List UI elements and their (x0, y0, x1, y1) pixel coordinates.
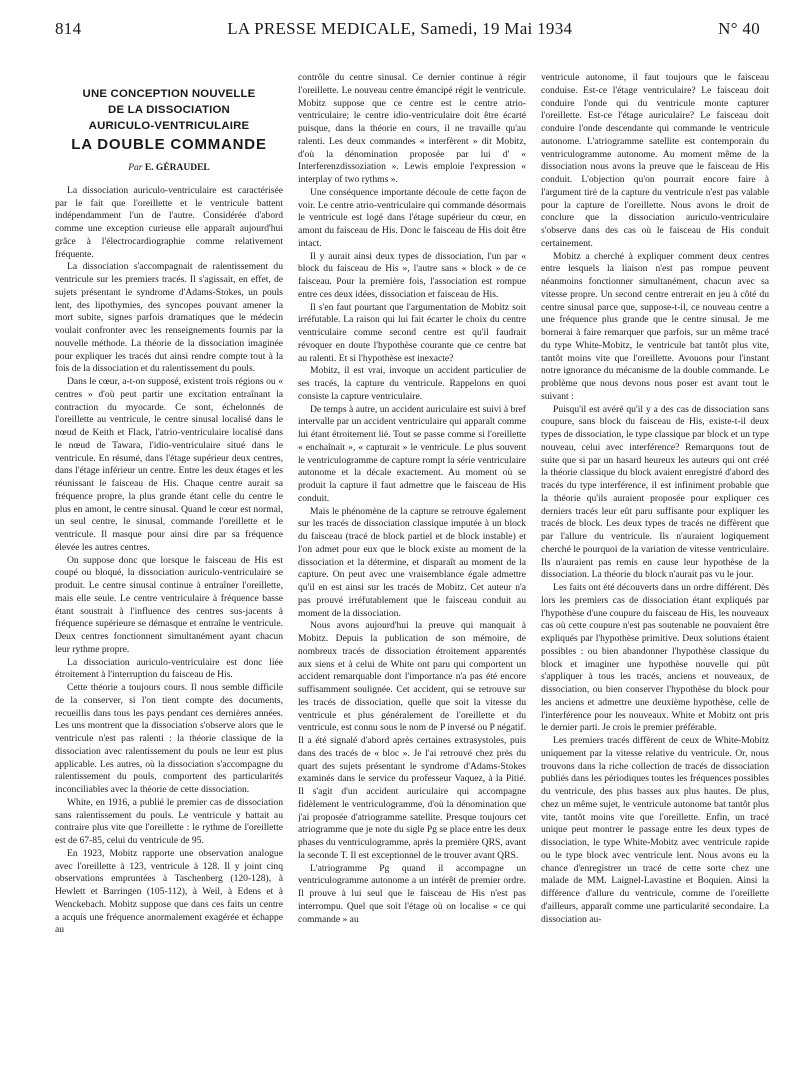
column-2 (298, 72, 526, 1072)
paragraph: Mais le phénomène de la capture se retrouve également sur les tracés de dissociation classique imputée à un block du faisceau (tracé de block partiel et de block instable) et l'on admet pour eux que le block existe au moment de la dissociation et la détermine, et disparaît au moment de la capture. On peut avec une vraisemblance égale admettre qu'il en est ainsi sur les tracés de Mobitz. Cet auteur n'a pas prouvé irréfutablement que le faisceau conduit au moment de la dissociation. (298, 505, 526, 619)
paragraph: Mobitz, il est vrai, invoque un accident particulier de ses tracés, la capture du ventricule. Rappelons en quoi consiste la capture ventriculaire. (298, 365, 526, 402)
title-line-1: UNE CONCEPTION NOUVELLE (82, 88, 256, 100)
article-title-block (55, 86, 283, 175)
title-line-2: DE LA DISSOCIATION (108, 104, 230, 116)
paragraph: ventricule autonome, il faut toujours que le faisceau conduise. Est-ce l'étage ventriculaire? Le faisceau doit conduire l'onde qui du ventricule monte capturer l'oreillette. Est-ce l'étage auriculaire? Le faisceau doit conduire l'onde descendante qui commande le ventricule autonome. L'atriogramme satellite est contemporain du ventriculogramme autonome. Au moment même de la dissociation nous avons la preuve que le faisceau de His conduit. L'objection qu'on pourrait encore faire à l'argument tiré de la capture du ventricule n'est pas valable pour la capture de l'oreillette. Nous avons le droit de conclure que la dissociation auriculo-ventriculaire s'observe dans des cas où le faisceau de His conduit certainement. (541, 72, 769, 249)
page-header (55, 14, 760, 44)
paragraph: Les faits ont été découverts dans un ordre différent. Dès lors les premiers cas de dissociation étant expliqués par l'hypothèse d'une coupure du faisceau de His, les nouveaux cas où cette coupure n'est pas soutenable ne pouvaient être expliqués par l'hypothèse primitive. Deux solutions étaient possibles : ou bien abandonner l'hypothèse classique du block et imaginer une hypothèse nouvelle qui pût s'appliquer à tous les tracés, anciens et nouveaux, de dissociation, ou bien conserver l'hypothèse du block pour les anciens et admettre une deuxième hypothèse, celle de l'interférence pour les nouveaux. White et Mobitz ont pris le dernier parti. Je crois le premier préférable. (541, 582, 769, 734)
article-columns (55, 72, 770, 1072)
author-byline (55, 162, 283, 175)
paragraph: La dissociation s'accompagnait de ralentissement du ventricule sur les premiers tracés. Il s'agissait, en effet, de sujets présentant le syndrome d'Adams-Stokes, un pouls lent, des lipothymies, des syncopes pouvant amener la mort subite, signes parfois dramatiques que le médecin voulait confronter avec les renseignements fournis par la nouvelle méthode. La théorie de la dissociation imaginée pour expliquer les tracés dut ainsi rendre compte tout à la fois de la dissociation et du ralentissement du pouls. (55, 261, 283, 375)
paragraph: White, en 1916, a publié le premier cas de dissociation sans ralentissement du pouls. Le ventricule y battait au contraire plus vite que l'oreillette : le rythme de l'oreillette est de 67-85, celui du ventricule de 95. (55, 796, 283, 846)
paragraph: La dissociation auriculo-ventriculaire est donc liée étroitement à l'interruption du faisceau de His. (55, 656, 283, 681)
issue-number: N° 40 (718, 19, 760, 38)
paragraph: Il y aurait ainsi deux types de dissociation, l'un par « block du faisceau de His », l'autre sans « block » de ce faisceau. Pour la première fois, l'association est rompue entre ces deux idées, dissociation et faisceau de His. (298, 250, 526, 300)
column-1-body (55, 185, 283, 937)
paragraph: Dans le cœur, a-t-on supposé, existent trois régions ou « centres » d'où peut partir une excitation entraînant la contraction du myocarde. Ce sont, échelonnés de l'oreillette au ventricule, le centre sinusal localisé dans le nœud de Keith et Flack, l'atrio-ventriculaire localisé dans le nœud de Tawara, l'idio-ventriculaire situé dans le ventricule. En résumé, dans l'étage supérieur deux centres, dans l'étage inférieur un centre. Entre les deux étages et les réunissant le faisceau de His. Chaque centre aurait sa fréquence propre, la plus grande étant celle du centre le plus en amont, le centre sinusal. Quand le cœur est normal, un seul centre, le sinusal, commande l'oreillette et le ventricule. Il masque pour ainsi dire par sa fréquence élevée les autres centres. (55, 376, 283, 553)
paragraph: Nous avons aujourd'hui la preuve qui manquait à Mobitz. Depuis la publication de son mémoire, de nombreux tracés de dissociation étroitement apparentés aux siens et à celui de White ont paru qui comportent un accident remarquable dont l'importance n'a pas été encore suffisamment soulignée. Cet accident, qui se retrouve sur les tracés de dissociation, quelle que soit la vitesse du ventricule et plus généralement de l'oreillette et du ventricule, est connu sous le nom de P inversé ou P négatif. Il a été signalé d'abord après certaines extrasystoles, puis dans des tracés de « bloc ». Je l'ai retrouvé chez près du quart des sujets présentant le syndrome d'Adams-Stokes examinés dans le service du professeur Vaquez, à la Pitié. Il s'agit d'un accident auriculaire qui accompagne fidèlement le ventriculogramme, d'où la dénomination que j'ai proposée d'atriogramme satellite. Presque toujours cet atriogramme que je note du sigle Pg se place entre les deux phases du ventriculogramme, après la première QRS, avant la seconde T. Il est exceptionnel de le trouver avant QRS. (298, 620, 526, 861)
paragraph: L'atriogramme Pg quand il accompagne un ventriculogramme autonome a un intérêt de premier ordre. Il prouve à lui seul que le faisceau de His n'est pas interrompu. Quel que soit l'étage où on localise « ce qui commande » au (298, 862, 526, 925)
page-number: 814 (55, 19, 82, 38)
journal-running-head: LA PRESSE MEDICALE, Samedi, 19 Mai 1934 (227, 19, 573, 38)
paragraph: Cette théorie a toujours cours. Il nous semble difficile de la conserver, si l'on tient compte des documents, recueillis dans tous les pays pendant ces dernières années. Les uns montrent que la dissociation s'observe alors que le ventricule n'est pas ralenti : la théorie classique de la dissociation avec ralentissement du pouls ne leur est plus applicable. Les autres, où la dissociation s'accompagne du ralentissement du pouls, comportent des particularités inconciliables avec la théorie de cette dissociation. (55, 682, 283, 795)
paragraph: Les premiers tracés diffèrent de ceux de White-Mobitz uniquement par la vitesse relative du ventricule. Or, nous trouvons dans la riche collection de tracés de dissociation publiés dans les périodiques toutes les fréquences possibles du ventricule, des plus basses aux plus hautes. De plus, chez un même sujet, le ventricule autonome bat tantôt plus vite, tantôt moins vite que l'oreillette. Enfin, un tracé unique peut montrer le passage entre les deux types de dissociation, le type White-Mobitz avec ventricule rapide ou le type block avec ventricule lent. Nous avons eu la chance d'enregistrer un tracé de cette sorte chez une malade de MM. Laignel-Lavastine et Boquien. Ainsi la différence d'allure du ventricule, comme de l'oreillette d'ailleurs, apparaît comme une particularité secondaire. La dissociation au- (541, 735, 769, 925)
paragraph: contrôle du centre sinusal. Ce dernier continue à régir l'oreillette. Le nouveau centre émancipé régit le ventricule. Mobitz suppose que ce centre est le centre atrio-ventriculaire; le centre idio-ventriculaire doit être écarté puisque, dans la théorie en cours, il ne travaille qu'au ralenti. Les deux commandes « interfèrent » dit Mobitz, d'où la dénomination proposée par lui d' « Interferenzdissoziation ». Lewis emploie l'expression « interplay of two rythms ». (298, 72, 526, 185)
paragraph: Une conséquence importante découle de cette façon de voir. Le centre atrio-ventriculaire qui commande désormais le ventricule est logé dans l'étage supérieur du cœur, en amont du faisceau de His. Donc le faisceau de His doit être intact. (298, 186, 526, 249)
column-1 (55, 72, 283, 1072)
author-prefix: Par (128, 163, 143, 173)
paragraph: Puisqu'il est avéré qu'il y a des cas de dissociation sans coupure, sans block du faisceau de His, existe-t-il deux types de dissociation, le type classique par block et un type nouveau, celui avec interférence? Remarquons tout de suite que si par un hasard heureux les auteurs qui ont créé la théorie classique du block avaient enregistré d'abord des tracés du type interférence, il est infiniment probable que la théorie qu'ils auraient proposée pour expliquer ces derniers tracés leur eût paru suffisante pour expliquer les tracés de block. Les deux types de tracés ne diffèrent que par l'allure du ventricule. Ils n'auraient logiquement cherché le pourquoi de la variation de vitesse ventriculaire. Ils n'auraient pas remis en cause leur hypothèse de la dissociation. La théorie du block n'aurait pas vu le jour. (541, 403, 769, 581)
author-name: E. GÉRAUDEL (144, 163, 210, 173)
paragraph: Il s'en faut pourtant que l'argumentation de Mobitz soit irréfutable. La raison qui lui fait écarter le choix du centre ventriculaire comme second centre est qu'il faudrait révoquer en doute l'hypothèse courante que ce centre bat au ralenti. Et si l'hypothèse est inexacte? (298, 301, 526, 364)
paragraph: En 1923, Mobitz rapporte une observation analogue avec l'oreillette à 123, ventricule à 128. Il y joint cinq observations empruntées à Taschenberg (120-128), à Hewlett et Barringen (105-112), à Weil, à Edens et à Wenckebach. Mobitz suppose que dans ces faits un centre a acquis une fréquence anormalement exagérée et échappe au (55, 847, 283, 936)
paragraph: On suppose donc que lorsque le faisceau de His est coupé ou bloqué, la dissociation auriculo-ventriculaire se produit. Le centre sinusal continue à entraîner l'oreillette, mais elle seule. Le centre ventriculaire à fréquence basse étant soustrait à l'influence des centres sus-jacents à fréquence supérieure se démasque et entraîne le ventricule. Deux centres fonctionnent simultanément ayant chacun leur rythme propre. (55, 554, 283, 655)
article-main-title: LA DOUBLE COMMANDE (71, 136, 267, 153)
paragraph: De temps à autre, un accident auriculaire est suivi à bref intervalle par un accident ventriculaire qui apparaît comme lui étant étroitement lié. Tout se passe comme si l'oreillette « enchaînait », « capturait » le ventricule. Le plus souvent le ventriculogramme de capture rompt la série ventriculaire autonome et la décale exactement. Au moment où se produit la capture il faut admettre que le faisceau de His conduit. (298, 403, 526, 504)
title-line-3: AURICULO-VENTRICULAIRE (88, 120, 250, 132)
column-3 (541, 72, 769, 1072)
paragraph: La dissociation auriculo-ventriculaire est caractérisée par le fait que l'oreillette et le ventricule battent indépendamment l'un de l'autre. Considérée d'abord comme une exception curieuse elle apparaît aujourd'hui grâce à l'électrocardiographie comme relativement fréquente. (55, 184, 283, 260)
paragraph: Mobitz a cherché à expliquer comment deux centres entre lesquels la liaison n'est pas rompue peuvent néanmoins fonctionner simultanément, chacun avec sa vitesse propre. Un second centre entrerait en jeu à côté du centre sinusal parce que, suppose-t-il, ce nouveau centre a une fréquence plus grande que le centre sinusal. Je me bornerai à faire remarquer que parfois, sur un même tracé du type White-Mobitz, le ventricule bat tantôt plus vite, tantôt moins vite que l'oreillette. Avouons pour l'instant notre ignorance du mécanisme de la double commande. Le problème que nous devons nous poser est avant tout le suivant : (541, 250, 769, 402)
